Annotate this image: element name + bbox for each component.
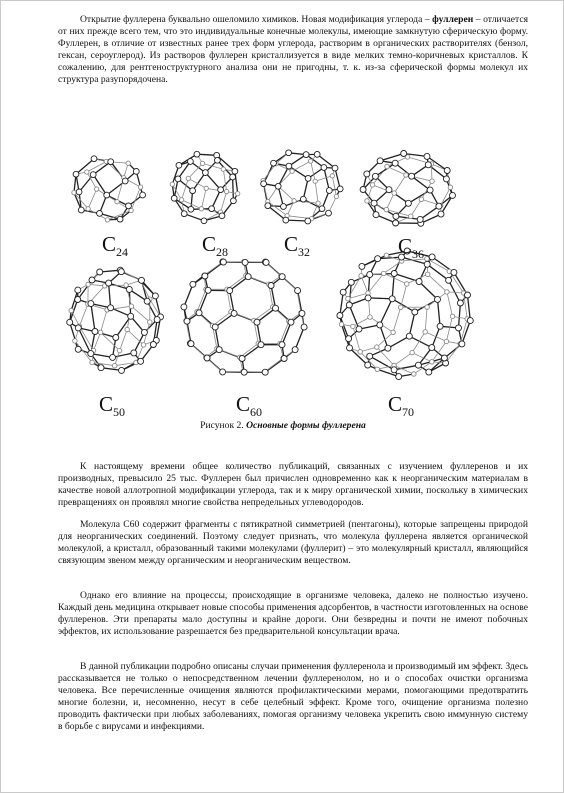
- molecule-label-c70: $C_{70}$: [388, 392, 415, 419]
- figure-caption-title: Основные формы фуллерена: [246, 420, 366, 431]
- term-fullerene: фуллерен: [432, 14, 474, 25]
- paragraph-intro-text-a: Открытие фуллерена буквально ошеломило химиков. Новая модификация углерода –: [80, 14, 433, 25]
- c70-molecule-drawing: [337, 248, 473, 380]
- molecule-label-c60: $C_{60}$: [236, 392, 263, 419]
- molecule-label-c36: $C_{36}$: [398, 234, 425, 261]
- paragraph-influence: [58, 590, 528, 638]
- c32-molecule-drawing: [261, 150, 343, 224]
- paragraph-c60-molecule: [58, 519, 528, 567]
- c60-molecule-drawing: [181, 259, 307, 375]
- c50-molecule-drawing: [67, 267, 164, 373]
- c28-molecule-drawing: [170, 151, 240, 223]
- molecule-label-c50: $C_{50}$: [99, 392, 126, 419]
- figure-caption: [1, 420, 564, 432]
- paragraph-publications-text: К настоящему времени общее количество публикаций, связанных с изучением фуллеренов и их производных, превысило 25 тыс. Фуллерен был причислен одновременно как к неорганическим материалам в качестве новой аллотропной модификации углерода, так и к миру органической химии, поскольку в химических превращениях он проявлял многие свойства непредельных углеводородов.: [58, 461, 528, 508]
- figure-caption-prefix: Рисунок 2.: [200, 420, 247, 431]
- c24-molecule-drawing: [72, 156, 146, 222]
- paragraph-publication-summary-text: В данной публикации подробно описаны случаи применения фуллеренола и производимый им эффект. Здесь рассказывается не только о непосредственном лечении фуллеренолом, но и о способах очистки организма человека. Все перечисленные очищения являются профилактическими мерами, помогающими предотвратить многие болезни, и, несомненно, несут в себе целебный эффект. Кроме того, очищение организма полезно проводить фактически при любых заболеваниях, помогая организму человека укрепить свою иммунную систему в борьбе с вирусами и инфекциями.: [58, 661, 528, 732]
- paragraph-publications: [58, 461, 528, 509]
- paragraph-intro: [58, 14, 528, 85]
- molecule-label-c24: $C_{24}$: [102, 232, 129, 259]
- paragraph-influence-text: Однако его влияние на процессы, происходящие в организме человека, далеко не полностью изучено. Каждый день медицина открывает новые способы применения адсорбентов, в частности изготовленных на основе фуллеренов. Эти препараты мало доступны и крайне дороги. Они безвредны и почти не имеют побочных эффектов, их использование разрешается без предварительной консультации врача.: [58, 590, 528, 637]
- molecule-label-c32: $C_{32}$: [284, 232, 311, 259]
- molecule-label-c28: $C_{28}$: [202, 232, 229, 259]
- fullerene-figure: [58, 149, 528, 434]
- molecule-drawings: [67, 150, 474, 380]
- paragraph-c60-molecule-text: Молекула С60 содержит фрагменты с пятикратной симметрией (пентагоны), которые запрещены природой для неорганических соединений. Поэтому следует признать, что молекула фуллерена является органической молекулой, а кристалл, образованный такими молекулами (фуллерит) – это молекулярный кристалл, являющийся связующим звеном между органическим и неорганическим веществом.: [58, 519, 528, 566]
- paragraph-intro-text-b: – отличается от них прежде всего тем, что это индивидуальные конечные молекулы, имеющие замкнутую сферическую форму. Фуллерен, в отличие от известных ранее трех форм углерода, растворим в органических растворителях (бензол, гексан, сероуглерод). Из растворов фуллерен кристаллизуется в виде мелких темно-коричневых кристаллов. К сожалению, для рентгеноструктурного анализа они не пригодны, т. к. из-за сферической формы молекул их структура разупорядочена.: [58, 14, 528, 85]
- c36-molecule-drawing: [360, 151, 455, 227]
- paragraph-publication-summary: [58, 661, 528, 732]
